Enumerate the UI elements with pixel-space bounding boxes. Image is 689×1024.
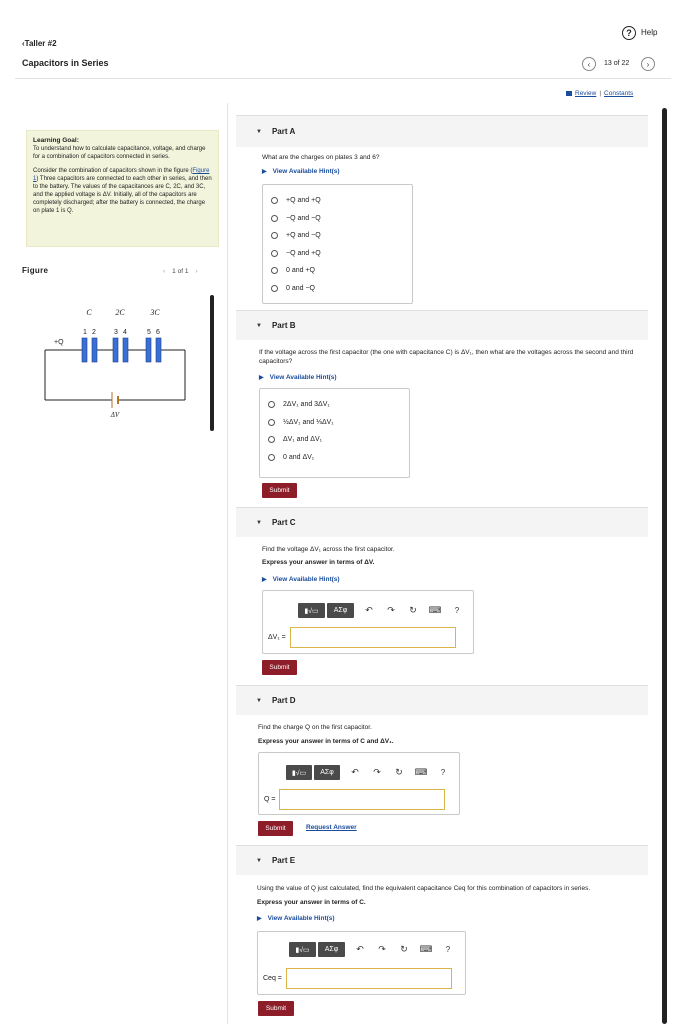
symbols-button[interactable]: ΑΣφ — [314, 765, 340, 780]
cap-label-2c: 2C — [115, 308, 125, 317]
figure-link[interactable]: Figure 1 — [33, 168, 210, 182]
part-e-hint[interactable] — [257, 915, 335, 922]
battery — [112, 392, 118, 408]
answer-label: Q = — [264, 796, 276, 803]
option-label: +Q and +Q — [286, 197, 321, 205]
part-b-header[interactable] — [236, 310, 648, 340]
column-divider — [227, 103, 228, 1024]
keyboard-icon[interactable]: ⌨ — [428, 605, 442, 615]
plate-label-1: 1 — [83, 329, 87, 336]
constants-link[interactable]: Constants — [604, 90, 634, 97]
radio-button[interactable] — [271, 250, 278, 257]
undo-icon[interactable]: ↶ — [365, 605, 373, 615]
plate-3 — [113, 338, 118, 362]
plate-1 — [82, 338, 87, 362]
part-c-answer-box — [262, 590, 474, 654]
prev-button[interactable]: ‹ — [582, 57, 596, 71]
part-a-title: Part A — [271, 127, 296, 136]
pagination-text: 13 of 22 — [604, 60, 630, 67]
page-scrollbar[interactable] — [662, 108, 667, 1024]
next-button[interactable]: › — [641, 57, 655, 71]
templates-button[interactable]: ▮√▭ — [289, 942, 316, 957]
answer-row — [263, 968, 452, 989]
templates-button[interactable]: ▮√▭ — [298, 603, 325, 618]
battery-label: ΔV — [110, 411, 120, 419]
links-separator: | — [599, 90, 602, 97]
part-e-header[interactable] — [236, 845, 648, 875]
option-label: +Q and −Q — [286, 232, 321, 240]
hint-caret-icon: ▶ — [257, 916, 262, 922]
cap-label-c: C — [86, 308, 92, 317]
part-b-question: If the voltage across the first capacitor (the one with capacitance C) is ΔV₁, then what are the voltages across the second and third capacitors? — [259, 349, 634, 365]
plus-q-label: +Q — [54, 339, 64, 346]
answer-label: Ceq = — [263, 975, 282, 982]
part-b-title: Part B — [271, 321, 296, 330]
cap-label-3c: 3C — [150, 308, 160, 317]
symbols-button[interactable]: ΑΣφ — [327, 603, 354, 618]
goal-body-2: ) Three capacitors are connected to each other in series, and then to the battery. The values of the capacitances are C, 2C, and 3C, and the applied voltage is ΔV. Initially, all of the capacitors are completely discharged; after the battery is connected, the charge on plate 1 is Q. — [33, 176, 212, 214]
radio-button[interactable] — [268, 419, 275, 426]
part-a-hint[interactable] — [262, 168, 340, 175]
page-title: Capacitors in Series — [22, 58, 109, 68]
option-label: 0 and −Q — [286, 284, 315, 292]
templates-button[interactable]: ▮√▭ — [286, 765, 312, 780]
hint-caret-icon: ▶ — [259, 375, 264, 381]
redo-icon[interactable]: ↷ — [373, 767, 381, 777]
part-a-options — [262, 184, 413, 304]
part-e-title: Part E — [271, 856, 296, 865]
part-a-hint-label: View Available Hint(s) — [272, 168, 340, 175]
option-label: ΔV₁ and ΔV₁ — [283, 436, 322, 444]
part-b-hint-label: View Available Hint(s) — [269, 374, 337, 381]
option[interactable] — [268, 449, 401, 467]
option-label: 2ΔV₁ and 3ΔV₁ — [283, 401, 330, 409]
part-c-hint[interactable] — [262, 576, 340, 583]
collapse-triangle-icon: ▼ — [256, 857, 262, 864]
undo-icon[interactable]: ↶ — [356, 944, 364, 954]
figure-label: Figure — [22, 266, 49, 275]
radio-button[interactable] — [271, 232, 278, 239]
part-c-title: Part C — [271, 518, 296, 527]
part-a-header[interactable] — [236, 115, 648, 147]
redo-icon[interactable]: ↷ — [378, 944, 386, 954]
plate-5 — [146, 338, 151, 362]
radio-button[interactable] — [268, 454, 275, 461]
reset-icon[interactable]: ↻ — [400, 944, 408, 954]
reset-icon[interactable]: ↻ — [409, 605, 417, 615]
radio-button[interactable] — [271, 215, 278, 222]
help-icon[interactable]: ? — [445, 945, 451, 954]
hint-caret-icon: ▶ — [262, 169, 267, 175]
keyboard-icon[interactable]: ⌨ — [419, 944, 433, 954]
radio-button[interactable] — [268, 436, 275, 443]
redo-icon[interactable]: ↷ — [387, 605, 395, 615]
figure-pager — [163, 268, 198, 275]
math-toolbar — [289, 942, 459, 957]
learning-goal — [26, 130, 219, 247]
part-b-hint[interactable] — [259, 374, 337, 381]
answer-input[interactable] — [279, 789, 445, 810]
undo-icon[interactable]: ↶ — [351, 767, 359, 777]
help-icon[interactable]: ? — [622, 26, 636, 40]
request-answer-link[interactable]: Request Answer — [306, 824, 357, 831]
option-label: −Q and +Q — [286, 249, 321, 257]
option-label: 0 and ΔV₁ — [283, 453, 315, 461]
answer-row — [268, 627, 456, 648]
plate-label-6: 6 — [156, 329, 160, 336]
part-e-hint-label: View Available Hint(s) — [267, 915, 335, 922]
radio-button[interactable] — [271, 197, 278, 204]
part-c-submit-button[interactable]: Submit — [262, 660, 297, 675]
keyboard-icon[interactable]: ⌨ — [414, 767, 428, 777]
radio-button[interactable] — [271, 285, 278, 292]
radio-button[interactable] — [268, 401, 275, 408]
answer-row — [264, 789, 445, 810]
part-e-question: Using the value of Q just calculated, find the equivalent capacitance Ceq for this combination of capacitors in series. — [257, 885, 591, 892]
goal-heading: Learning Goal: — [33, 137, 79, 144]
plate-label-2: 2 — [92, 329, 96, 336]
option[interactable] — [271, 192, 404, 210]
radio-button[interactable] — [271, 267, 278, 274]
option[interactable] — [271, 280, 404, 298]
resource-links — [566, 90, 633, 97]
part-d-submit-button[interactable]: Submit — [258, 821, 293, 836]
goal-body-1: Consider the combination of capacitors shown in the figure ( — [33, 168, 193, 174]
symbols-button[interactable]: ΑΣφ — [318, 942, 345, 957]
answer-input[interactable] — [290, 627, 456, 648]
part-c-hint-label: View Available Hint(s) — [272, 576, 340, 583]
reset-icon[interactable]: ↻ — [395, 767, 403, 777]
option-label: ½ΔV₁ and ⅓ΔV₁ — [283, 418, 334, 426]
part-d-answer-box — [258, 752, 460, 815]
part-a-question: What are the charges on plates 3 and 6? — [262, 154, 380, 161]
answer-input[interactable] — [286, 968, 452, 989]
part-b-options — [259, 388, 410, 478]
math-toolbar — [298, 603, 468, 618]
book-icon — [566, 91, 572, 96]
figure-prev[interactable]: ‹ — [163, 268, 166, 275]
option[interactable] — [271, 227, 404, 245]
option-label: 0 and +Q — [286, 267, 315, 275]
collapse-triangle-icon: ▼ — [256, 519, 262, 526]
figure-next[interactable]: › — [195, 268, 198, 275]
back-link-label: Taller #2 — [24, 39, 57, 48]
option[interactable] — [268, 396, 401, 414]
part-d-title: Part D — [271, 696, 296, 705]
help-link[interactable]: Help — [641, 28, 658, 37]
part-c-question: Find the voltage ΔV₁ across the first capacitor. — [262, 546, 395, 553]
plate-label-4: 4 — [123, 329, 127, 336]
part-c-header[interactable] — [236, 507, 648, 537]
part-b-submit-button[interactable]: Submit — [262, 483, 297, 498]
figure-pager-text: 1 of 1 — [172, 268, 189, 275]
part-d-header[interactable] — [236, 685, 648, 715]
part-e-answer-box — [257, 931, 466, 995]
figure-scrollbar[interactable] — [210, 295, 214, 431]
back-link[interactable]: ‹Taller #2 — [22, 39, 57, 48]
part-d-question: Find the charge Q on the first capacitor. — [258, 724, 372, 731]
part-e-express: Express your answer in terms of C. — [257, 899, 366, 906]
option-label: −Q and −Q — [286, 214, 321, 222]
answer-label: ΔV₁ = — [268, 634, 286, 641]
option[interactable] — [268, 414, 401, 432]
plate-6 — [156, 338, 161, 362]
plate-4 — [123, 338, 128, 362]
hint-caret-icon: ▶ — [262, 577, 267, 583]
plate-label-5: 5 — [147, 329, 151, 336]
part-e-submit-button[interactable]: Submit — [258, 1001, 294, 1016]
collapse-triangle-icon: ▼ — [256, 128, 262, 135]
math-toolbar — [286, 765, 454, 780]
option[interactable] — [271, 262, 404, 280]
option[interactable] — [268, 431, 401, 449]
collapse-triangle-icon: ▼ — [256, 322, 262, 329]
goal-intro: To understand how to calculate capacitance, voltage, and charge for a combination of capacitors connected in series. — [33, 146, 206, 160]
part-d-express: Express your answer in terms of C and ΔV₁. — [258, 738, 394, 745]
help-icon[interactable]: ? — [440, 768, 446, 777]
header-divider — [15, 78, 671, 79]
plate-label-3: 3 — [114, 329, 118, 336]
option[interactable] — [271, 245, 404, 263]
plate-2 — [92, 338, 97, 362]
option[interactable] — [271, 210, 404, 228]
review-link[interactable]: Review — [575, 90, 597, 97]
help-icon[interactable]: ? — [454, 606, 460, 615]
circuit-diagram — [30, 300, 205, 430]
collapse-triangle-icon: ▼ — [256, 697, 262, 704]
part-c-express: Express your answer in terms of ΔV. — [262, 559, 375, 566]
